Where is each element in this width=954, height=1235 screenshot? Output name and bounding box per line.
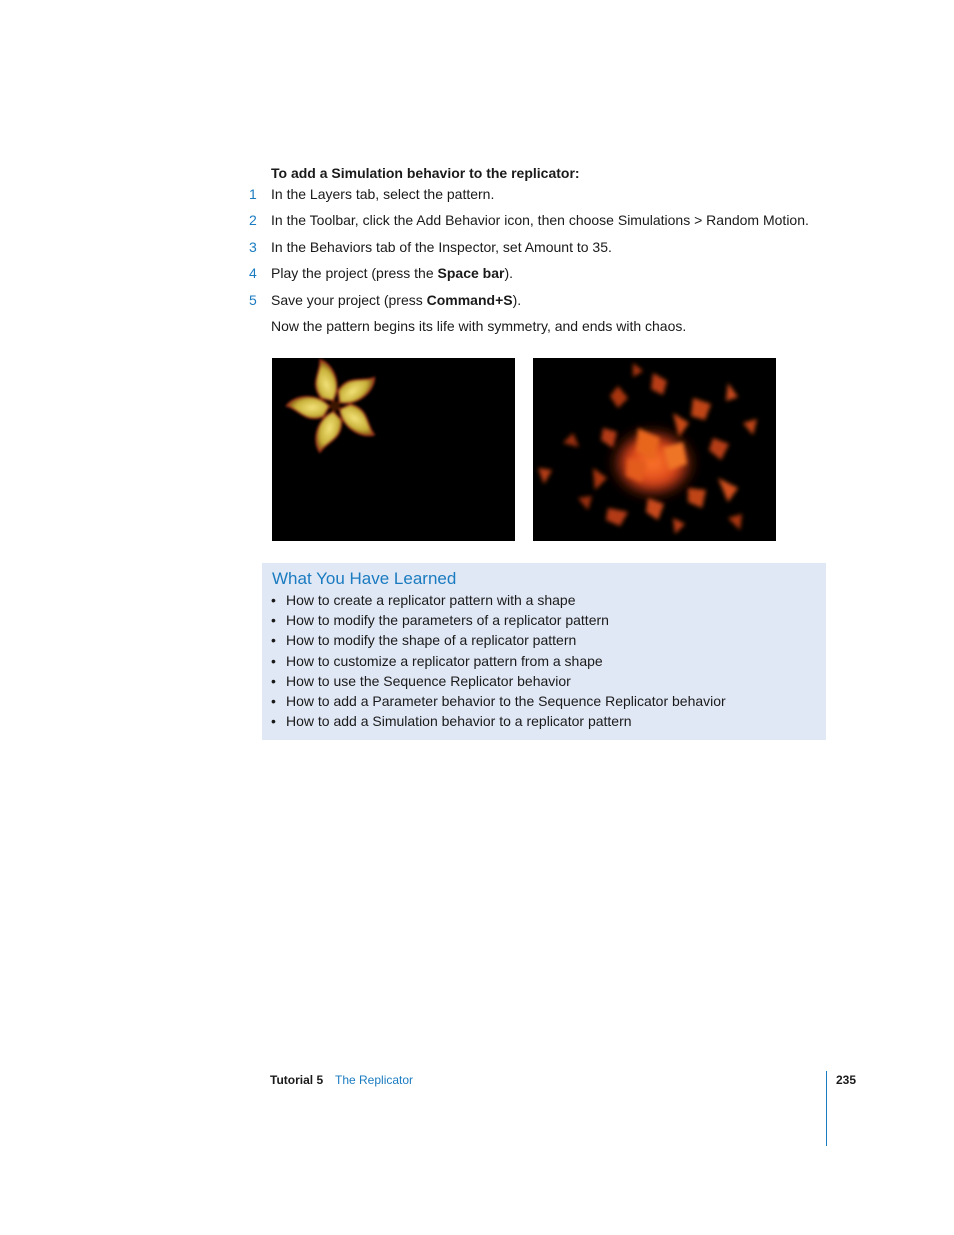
footer-chapter: Tutorial 5 bbox=[270, 1073, 324, 1087]
list-item-text: How to add a Parameter behavior to the Sequence Replicator behavior bbox=[286, 692, 726, 709]
result-text: Now the pattern begins its life with symmetry, and ends with chaos. bbox=[271, 318, 687, 334]
key-name: Space bar bbox=[437, 265, 505, 281]
bullet: • bbox=[271, 592, 276, 608]
list-item-text: How to modify the parameters of a replicator pattern bbox=[286, 612, 609, 629]
step-text: In the Layers tab, select the pattern. bbox=[271, 186, 495, 202]
bullet: • bbox=[271, 652, 276, 669]
step-text: Play the project (press the Space bar). bbox=[271, 265, 514, 281]
step-text: In the Behaviors tab of the Inspector, set Amount to 35. bbox=[271, 239, 612, 255]
list-item-text: How to use the Sequence Replicator behavior bbox=[286, 672, 571, 689]
bullet: • bbox=[271, 672, 276, 689]
step-number: 1 bbox=[249, 186, 257, 202]
bullet: • bbox=[271, 692, 276, 709]
key-name: Command+S bbox=[426, 292, 513, 308]
task-heading: To add a Simulation behavior to the replicator: bbox=[271, 165, 580, 181]
step-number: 5 bbox=[249, 292, 257, 308]
footer-chapter-title: The Replicator bbox=[335, 1073, 414, 1087]
bullet: • bbox=[271, 612, 276, 629]
learned-title: What You Have Learned bbox=[272, 569, 457, 588]
figure-before bbox=[272, 358, 515, 541]
step-number: 2 bbox=[249, 212, 257, 228]
list-item-text: How to customize a replicator pattern from a shape bbox=[286, 652, 603, 669]
learned-summary-box bbox=[262, 563, 826, 740]
list-item-text: How to modify the shape of a replicator pattern bbox=[286, 632, 577, 649]
bullet: • bbox=[271, 713, 276, 730]
page-number: 235 bbox=[836, 1073, 857, 1087]
step-text: In the Toolbar, click the Add Behavior icon, then choose Simulations > Random Motion. bbox=[271, 212, 809, 228]
yellow-flower-pattern-icon bbox=[272, 358, 515, 541]
list-item-text: How to add a Simulation behavior to a replicator pattern bbox=[286, 713, 632, 730]
figure-after bbox=[533, 358, 776, 541]
footer-divider bbox=[826, 1071, 827, 1146]
scattered-red-particles-icon bbox=[533, 358, 776, 541]
list-item-text: How to create a replicator pattern with a shape bbox=[286, 592, 576, 608]
step-number: 4 bbox=[249, 265, 257, 281]
step-number: 3 bbox=[249, 239, 257, 255]
step-text: Save your project (press Command+S). bbox=[271, 292, 522, 308]
bullet: • bbox=[271, 632, 276, 649]
